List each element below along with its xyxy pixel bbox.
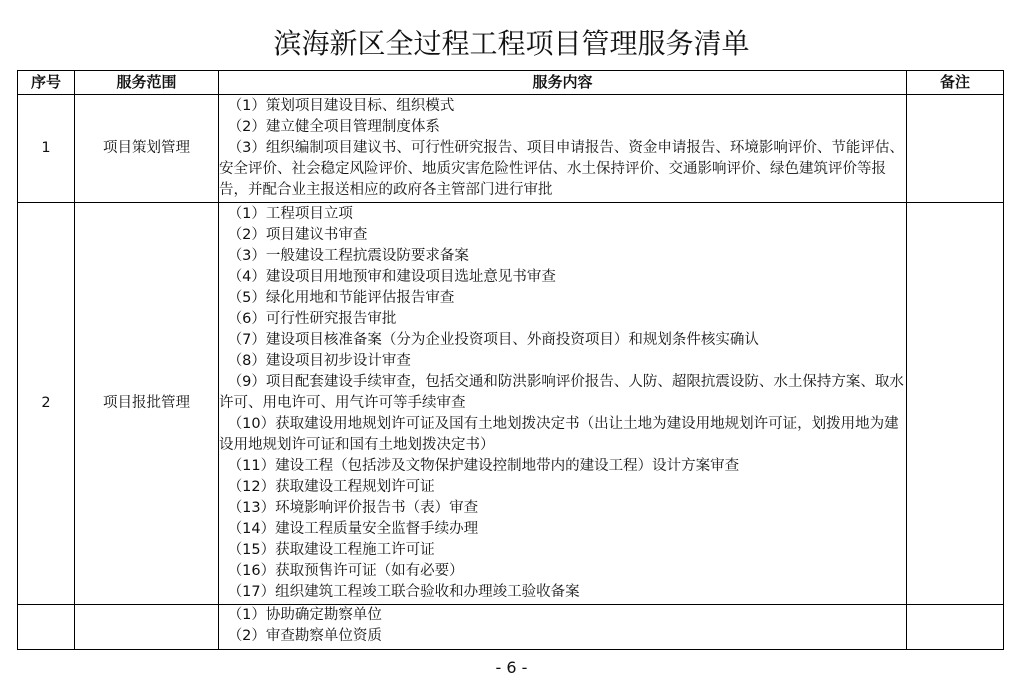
table-header-row [18,71,1004,95]
row-note [907,95,1004,203]
service-list-table [17,70,1004,650]
header-content: 服务内容 [219,71,907,95]
content-item: （11）建设工程（包括涉及文物保护建设控制地带内的建设工程）设计方案审查 [227,458,740,474]
content-item: （1）工程项目立项 [227,206,353,222]
header-note: 备注 [907,71,1004,95]
content-item: （1）策划项目建设目标、组织模式 [227,98,455,114]
header-index: 序号 [18,71,75,95]
content-item: （16）获取预售许可证（如有必要） [227,563,464,579]
content-item: （5）绿化用地和节能评估报告审查 [227,290,455,306]
content-item: （10）获取建设用地规划许可证及国有土地划拨决定书（出让土地为建设用地规划许可证，划拨用地为建设用地规划许可证和国有土地划拨决定书） [219,416,899,453]
table-row [18,95,1004,203]
content-item: （3）组织编制项目建议书、可行性研究报告、项目申请报告、资金申请报告、环境影响评价、节能评估、安全评价、社会稳定风险评价、地质灾害危险性评估、水土保持评价、交通影响评价、绿色建筑评价等报告，并配合业主报送相应的政府各主管部门进行审批 [219,140,904,198]
table-row [18,605,1004,650]
content-item: （15）获取建设工程施工许可证 [227,542,435,558]
row-index: 1 [18,95,75,203]
content-item: （4）建设项目用地预审和建设项目选址意见书审查 [227,269,556,285]
content-item: （14）建设工程质量安全监督手续办理 [227,521,479,537]
content-item: （1）协助确定勘察单位 [227,607,382,623]
content-item: （2）审查勘察单位资质 [227,628,382,644]
row-note [907,605,1004,650]
content-item: （6）可行性研究报告审批 [227,311,397,327]
content-item: （2）项目建议书审查 [227,227,368,243]
content-item: （3）一般建设工程抗震设防要求备案 [227,248,469,264]
content-item: （9）项目配套建设手续审查，包括交通和防洪影响评价报告、人防、超限抗震设防、水土保持方案、取水许可、用电许可、用气许可等手续审查 [219,374,904,411]
content-item: （7）建设项目核准备案（分为企业投资项目、外商投资项目）和规划条件核实确认 [227,332,759,348]
row-index: 2 [18,203,75,605]
content-item: （2）建立健全项目管理制度体系 [227,119,440,135]
table-row [18,203,1004,605]
row-index [18,605,75,650]
row-content [219,95,907,203]
content-item: （17）组织建筑工程竣工联合验收和办理竣工验收备案 [227,584,580,600]
row-scope: 项目报批管理 [75,203,219,605]
row-scope [75,605,219,650]
content-item: （8）建设项目初步设计审查 [227,353,411,369]
header-scope: 服务范围 [75,71,219,95]
document-title: 滨海新区全过程工程项目管理服务清单 [273,27,750,60]
page-number: - 6 - [495,658,528,677]
row-content [219,605,907,650]
content-item: （12）获取建设工程规划许可证 [227,479,435,495]
row-scope: 项目策划管理 [75,95,219,203]
row-note [907,203,1004,605]
row-content [219,203,907,605]
content-item: （13）环境影响评价报告书（表）审查 [227,500,479,516]
